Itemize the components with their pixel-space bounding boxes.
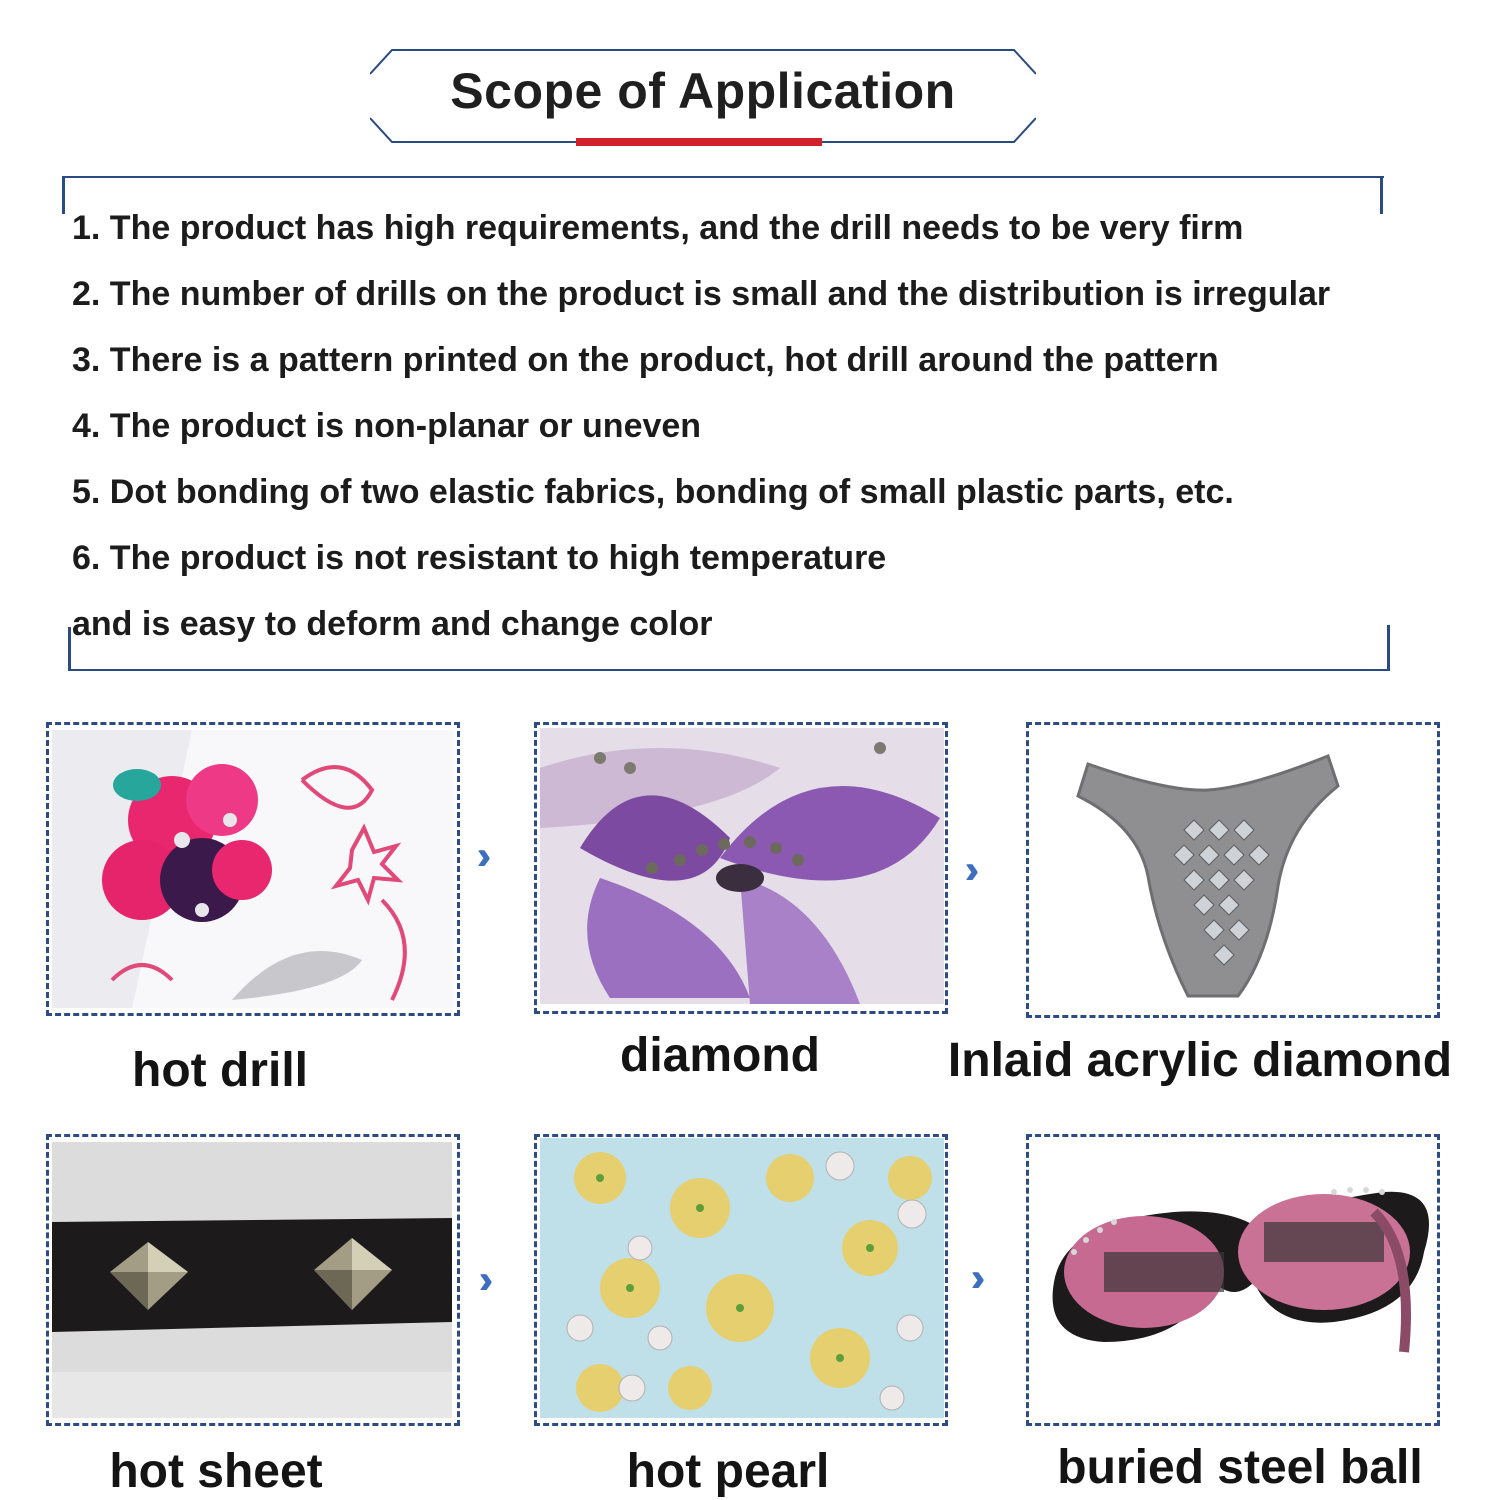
example-label: hot pearl — [626, 1445, 830, 1498]
example-label: hot drill — [132, 1044, 308, 1097]
example-label: hot sheet — [109, 1445, 323, 1498]
requirement-item: 3. There is a pattern printed on the product, hot drill around the pattern — [72, 341, 1219, 379]
hot-pearl-photo — [540, 1138, 944, 1418]
frame-bottom-right-tick — [1387, 625, 1390, 671]
example-cell-buried-steel-ball — [1012, 1128, 1456, 1434]
requirement-item: 4. The product is non-planar or uneven — [72, 407, 702, 445]
example-label: buried steel ball — [1057, 1441, 1423, 1494]
banner-red-underline — [576, 138, 822, 146]
page-title: Scope of Application — [450, 63, 956, 119]
example-label: diamond — [620, 1029, 820, 1082]
frame-top-right-tick — [1380, 176, 1383, 214]
requirement-item: and is easy to deform and change color — [72, 605, 713, 643]
example-cell-hot-drill — [32, 716, 476, 1022]
requirement-item: 1. The product has high requirements, and the drill needs to be very firm — [72, 209, 1244, 247]
hot-sheet-photo — [52, 1142, 452, 1418]
title-banner — [370, 46, 1036, 146]
example-cell-hot-pearl — [520, 1128, 964, 1434]
hot-drill-photo — [52, 730, 454, 1008]
requirement-item: 6. The product is not resistant to high temperature — [72, 539, 887, 577]
inlaid-acrylic-diamond-photo — [1034, 730, 1434, 1010]
diamond-photo — [540, 728, 944, 1004]
frame-top-line — [62, 176, 1384, 178]
example-cell-inlaid-acrylic-diamond — [1012, 716, 1456, 1022]
buried-steel-ball-photo — [1034, 1142, 1434, 1418]
example-cell-hot-sheet — [32, 1128, 476, 1434]
example-label: Inlaid acrylic diamond — [947, 1034, 1453, 1087]
example-cell-diamond — [520, 716, 964, 1022]
frame-bottom-left-tick — [68, 627, 71, 671]
requirement-item: 2. The number of drills on the product is small and the distribution is irregular — [72, 275, 1331, 313]
frame-top-left-tick — [62, 176, 65, 214]
requirement-item: 5. Dot bonding of two elastic fabrics, bonding of small plastic parts, etc. — [72, 473, 1234, 511]
frame-bottom-line — [68, 669, 1390, 671]
